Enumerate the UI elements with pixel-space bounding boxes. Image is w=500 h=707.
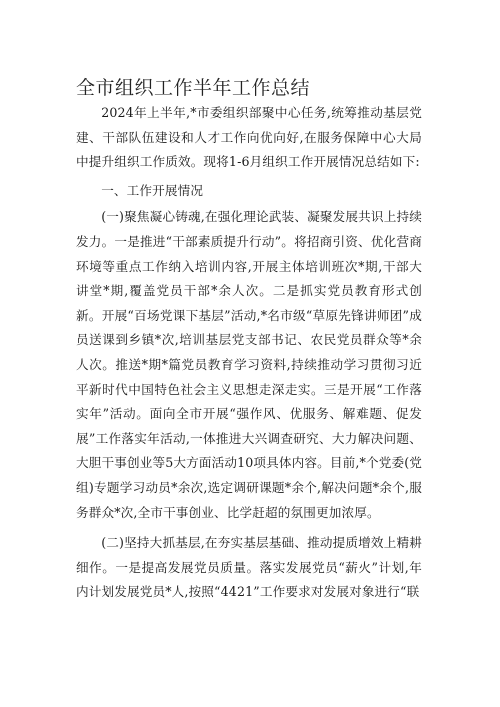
document-title: 全市组织工作半年工作总结 xyxy=(76,77,311,99)
body-paragraph-1: (一)聚焦凝心铸魂,在强化理论武装、凝聚发展共识上持续发力。一是推进“干部素质提升行动”。将招商引资、优化营商环境等重点工作纳入培训内容,开展主体培训班次*期,干部大讲堂*期,覆盖党员干部*余人次。二是抓实党员教育形式创新。开展“百场党课下基层”活动,*名市级“草原先锋讲师团”成员送课到乡镇*次,培训基层党支部书记、农民党员群众等*余人次。推送*期*篇党员教育学习资料,持续推动学习贯彻习近平新时代中国特色社会主义思想走深走实。三是开展“工作落实年”活动。面向全市开展“强作风、优服务、解难题、促发展”工作落实年活动,一体推进大兴调查研究、大力解决问题、大胆干事创业等5大方面活动10项具体内容。目前,*个党委(党组)专题学习动员*余次,选定调研课题*余个,解决问题*余个,服务群众*次,全市干事创业、比学赶超的氛围更加浓厚。 xyxy=(76,209,423,520)
section-heading: 一、工作开展情况 xyxy=(101,182,204,198)
body-paragraph-2: (二)坚持大抓基层,在夯实基层基础、推动提质增效上精耕细作。一是提高发展党员质量。落实发展党员“薪火”计划,年内计划发展党员*人,按照“4421”工作要求对发展对象进行“联 xyxy=(76,535,422,600)
intro-paragraph: 2024年上半年,*市委组织部聚中心任务,统筹推动基层党建、干部队伍建设和人才工作向优向好,在服务保障中心大局中提升组织工作质效。现将1-6月组织工作开展情况总结如下: xyxy=(76,105,422,170)
document-body xyxy=(76,101,422,605)
